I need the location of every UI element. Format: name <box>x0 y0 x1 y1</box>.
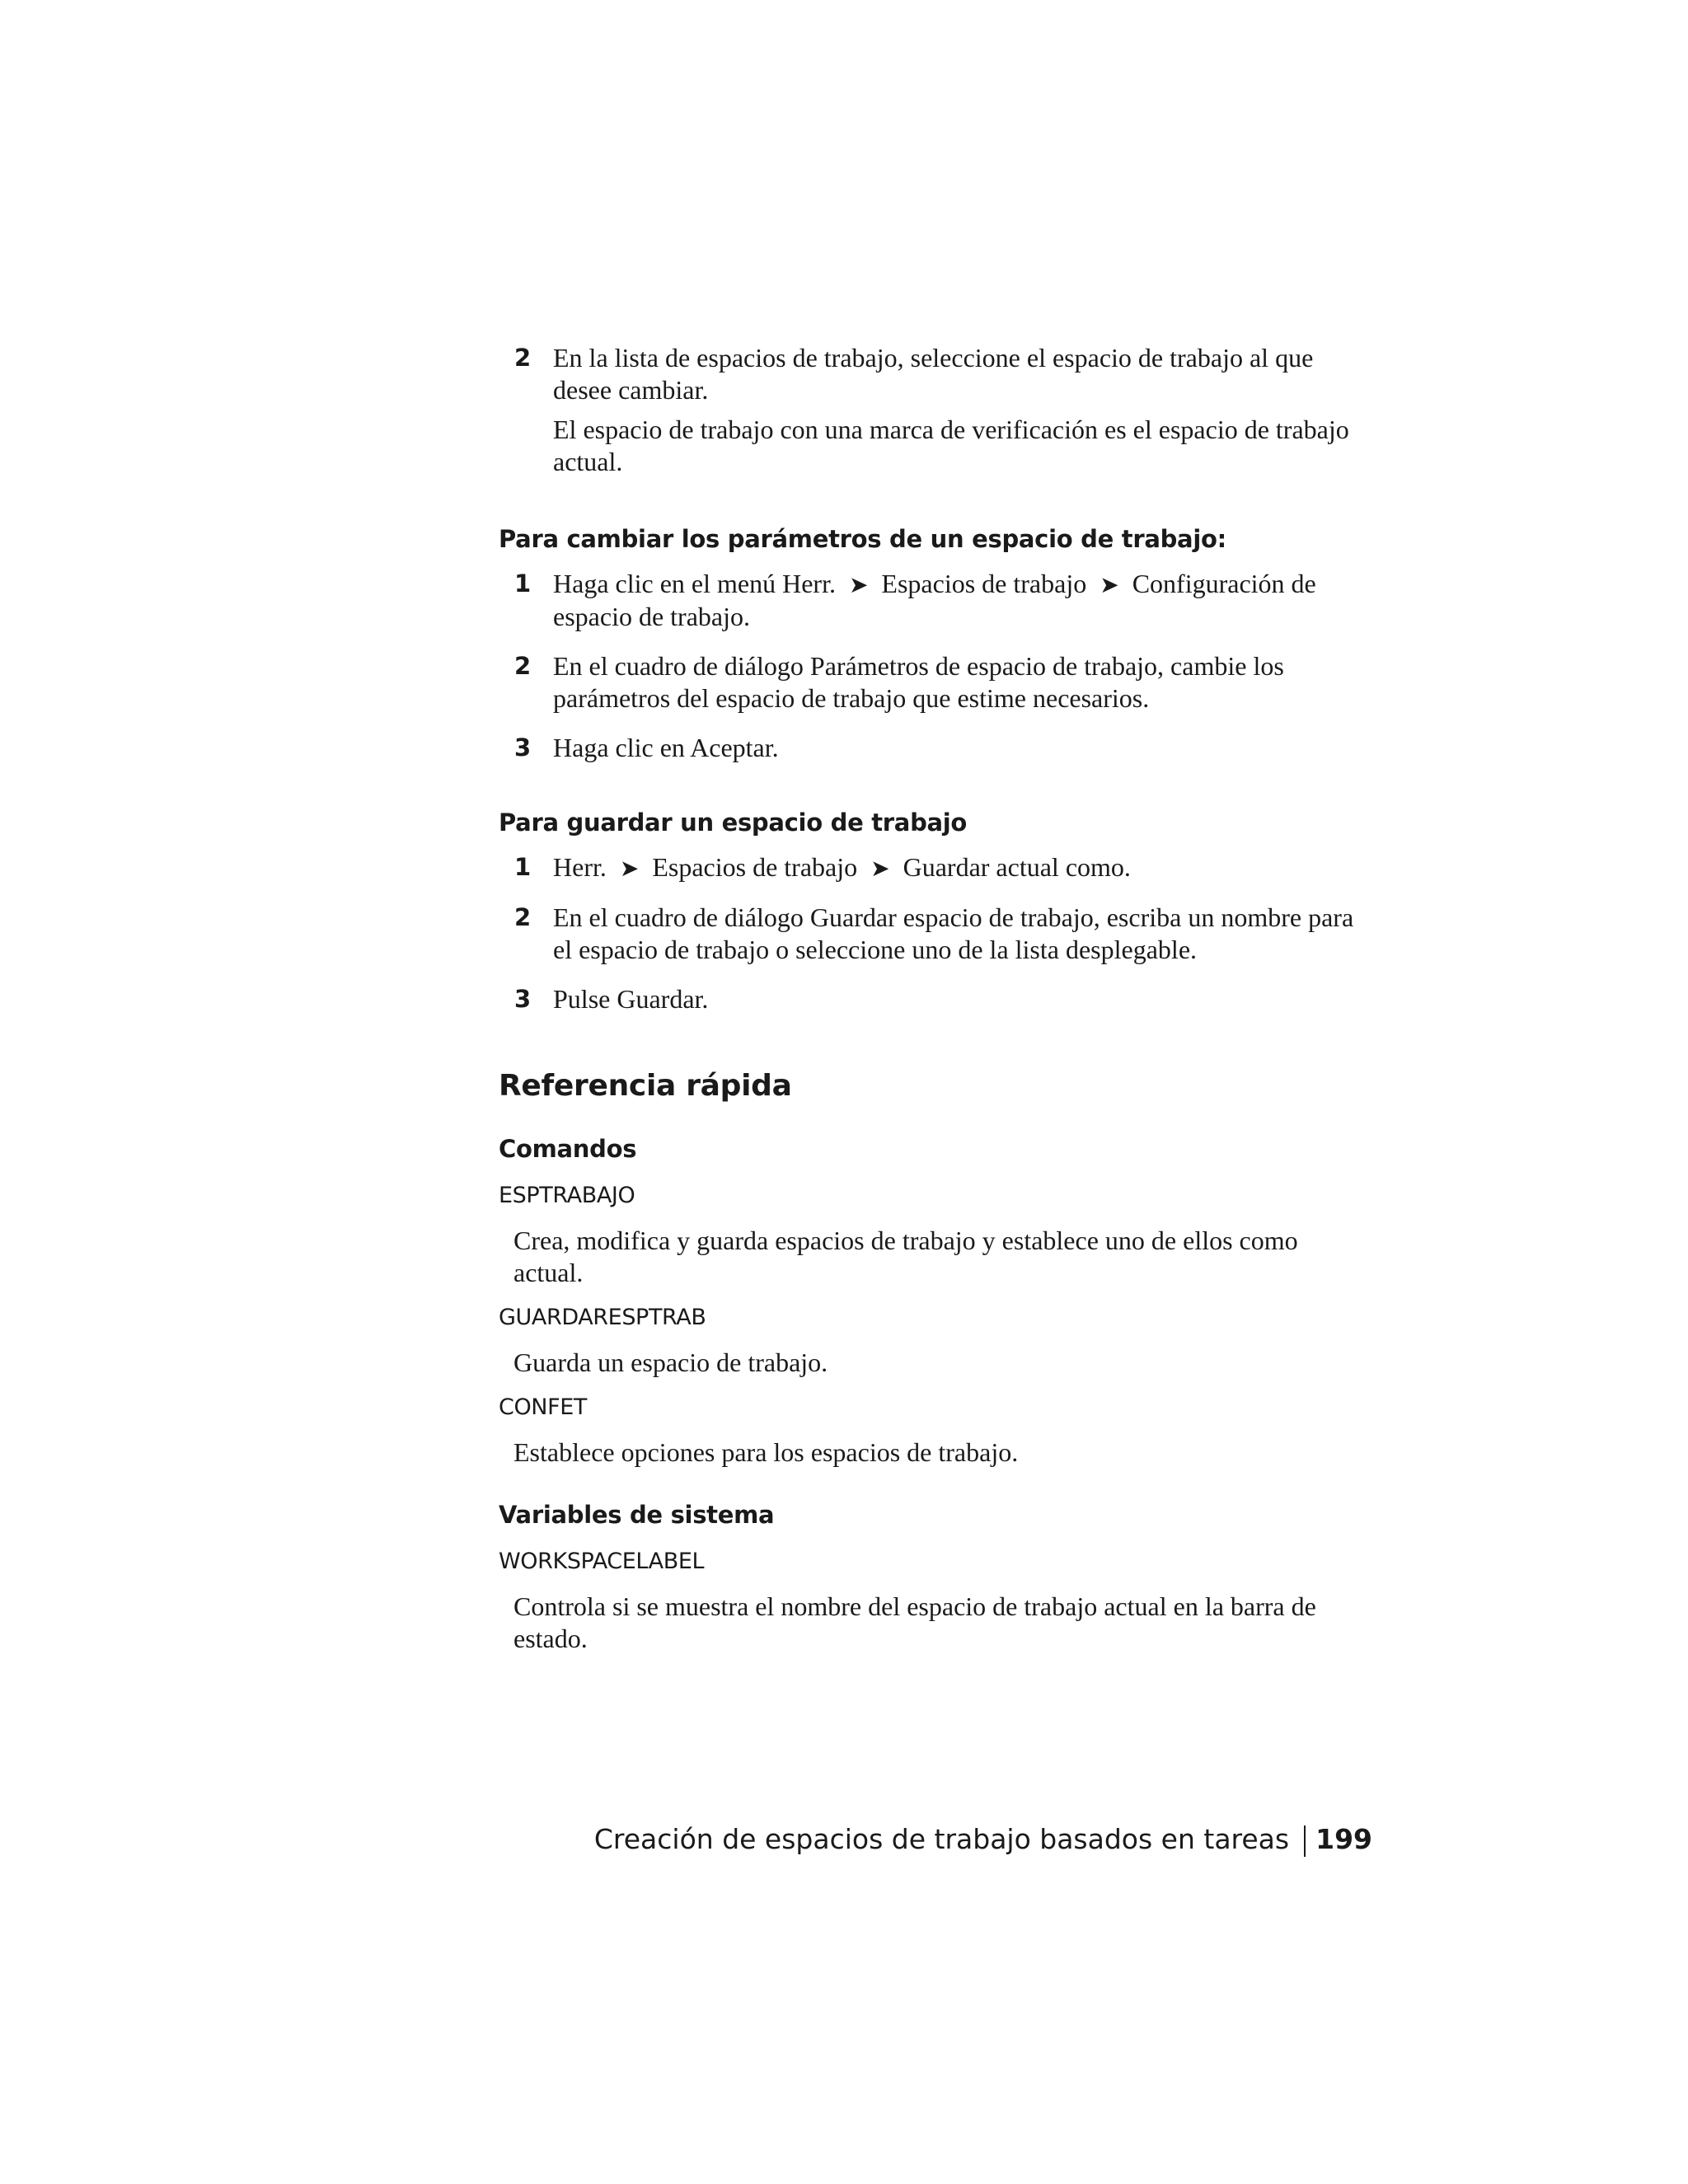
step-number: 3 <box>514 985 532 1013</box>
change-settings-step-1 <box>499 568 1372 633</box>
step-text: En el cuadro de diálogo Guardar espacio de trabajo, escriba un nombre para el espacio de trabajo o seleccione uno de la lista desplegable. <box>553 902 1354 964</box>
step-text: Pulse Guardar. <box>553 984 709 1014</box>
subsection-heading-commands: Comandos <box>499 1135 637 1163</box>
step-number: 2 <box>514 652 532 680</box>
subsection-heading-system-variables: Variables de sistema <box>499 1501 775 1529</box>
section-heading-quick-reference: Referencia rápida <box>499 1069 792 1103</box>
step-number: 2 <box>514 903 532 931</box>
step-text: En el cuadro de diálogo Parámetros de espacio de trabajo, cambie los parámetros del espacio de trabajo que estime necesarios. <box>553 651 1284 713</box>
procedure-heading-change-settings: Para cambiar los parámetros de un espacio de trabajo: <box>499 525 1226 553</box>
command-name: CONFET <box>499 1394 587 1420</box>
menu-arrow-icon: ➤ <box>1100 571 1119 598</box>
menu-arrow-icon: ➤ <box>619 855 640 882</box>
procedure-heading-save-workspace: Para guardar un espacio de trabajo <box>499 808 968 837</box>
step-text: Haga clic en Aceptar. <box>553 733 779 762</box>
system-variable-description: Controla si se muestra el nombre del espacio de trabajo actual en la barra de estado. <box>513 1591 1316 1653</box>
menu-path-part: Espacios de trabajo <box>652 852 858 882</box>
command-name: GUARDARESPTRAB <box>499 1305 706 1330</box>
chapter-title: Creación de espacios de trabajo basados en tareas <box>593 1823 1290 1855</box>
menu-path-part: Guardar actual como. <box>903 852 1131 882</box>
page-content <box>499 342 1372 1655</box>
step-number: 2 <box>514 344 532 372</box>
command-description: Guarda un espacio de trabajo. <box>513 1347 828 1377</box>
menu-path-part: Configuración de espacio de trabajo. <box>553 569 1316 631</box>
command-description: Establece opciones para los espacios de trabajo. <box>513 1437 1019 1467</box>
command-name: ESPTRABAJO <box>499 1183 635 1208</box>
footer-separator <box>1304 1825 1306 1857</box>
command-description: Crea, modifica y guarda espacios de trabajo y establece uno de ellos como actual. <box>513 1226 1298 1287</box>
step-number: 3 <box>514 733 532 762</box>
step-text <box>553 851 1372 884</box>
menu-path-part: Herr. <box>553 852 607 882</box>
menu-arrow-icon: ➤ <box>848 571 869 598</box>
intro-step <box>499 342 1372 478</box>
system-variable-name: WORKSPACELABEL <box>499 1549 705 1574</box>
save-workspace-step-2 <box>499 902 1372 966</box>
step-note: El espacio de trabajo con una marca de verificación es el espacio de trabajo actual. <box>553 415 1349 476</box>
menu-path-part: Espacios de trabajo <box>881 569 1087 598</box>
step-number: 1 <box>514 853 532 881</box>
step-number: 1 <box>514 569 532 598</box>
change-settings-step-3 <box>499 732 1372 764</box>
save-workspace-step-3 <box>499 983 1372 1015</box>
change-settings-step-2 <box>499 650 1372 715</box>
step-text: En la lista de espacios de trabajo, seleccione el espacio de trabajo al que desee cambiar. <box>553 343 1314 405</box>
page-number: 199 <box>1315 1823 1372 1855</box>
menu-arrow-icon: ➤ <box>870 855 890 882</box>
page-footer <box>594 1821 1372 1858</box>
menu-path-part: Haga clic en el menú Herr. <box>553 569 836 598</box>
save-workspace-step-1 <box>499 851 1372 884</box>
step-text <box>553 568 1372 633</box>
